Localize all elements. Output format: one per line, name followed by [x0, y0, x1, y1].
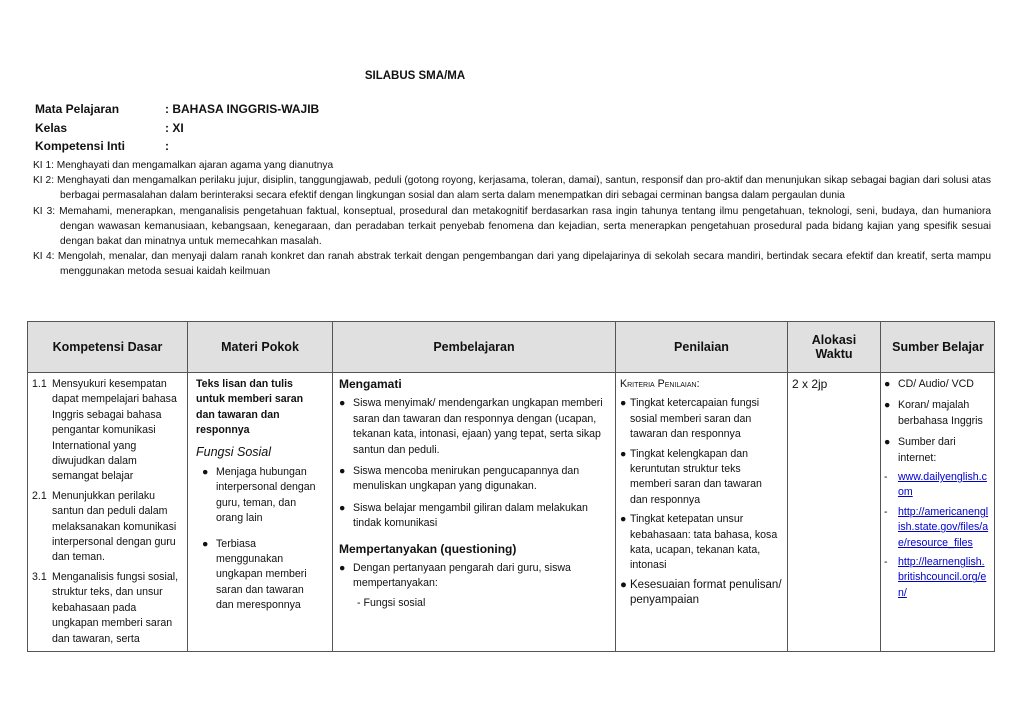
penilaian-cell: [620, 377, 782, 609]
header-penilaian: Penilaian: [674, 340, 729, 354]
materi-item: ● Menjaga hubungan interpersonal dengan guru, teman, dan orang lain: [202, 466, 316, 525]
pembelajaran-item: ● Dengan pertanyaan pengarah dari guru, siswa mempertanyakan:: [339, 562, 571, 590]
materi-item: ● Terbiasa menggunakan ungkapan memberi saran dan tawaran dan meresponnya: [202, 537, 307, 612]
document-title: SILABUS SMA/MA: [364, 70, 466, 82]
materi-cell: [196, 377, 324, 614]
sumber-item: ● CD/ Audio/ VCD: [884, 378, 974, 390]
kd-item: 3.1 Menganalisis fungsi sosial, struktur teks, dan unsur kebahasaan pada ungkapan memberi saran dan tawaran, serta: [32, 570, 179, 645]
penilaian-item: ● Tingkat ketercapaian fungsi sosial memberi saran dan tawaran dan responnya: [620, 397, 760, 441]
mengamati-heading: Mengamati: [339, 377, 402, 391]
header-materi-pokok: Materi Pokok: [221, 340, 299, 354]
sub-item: - Fungsi sosial: [357, 596, 426, 609]
sumber-item: ● Sumber dari internet:: [884, 436, 956, 464]
link-americanenglish[interactable]: http://americanenglish.state.gov/files/ae/resource_files: [898, 505, 989, 549]
fungsi-sosial-heading: Fungsi Sosial: [196, 444, 272, 459]
pembelajaran-item: ● Siswa menyimak/ mendengarkan ungkapan memberi saran dan tawaran dan responnya dengan (ucapan, tekanan kata, intonasi, ejaan) yang tepat, serta sikap santun dan peduli.: [339, 397, 603, 456]
kelas-label: Kelas: [35, 121, 68, 135]
header-alokasi-waktu: Alokasi Waktu: [811, 333, 857, 361]
header-sumber-belajar: Sumber Belajar: [892, 340, 984, 354]
pembelajaran-item: ● Siswa mencoba menirukan pengucapannya dan menuliskan ungkapan yang digunakan.: [339, 465, 580, 493]
ki-4: KI 4: Mengolah, menalar, dan menyaji dalam ranah konkret dan ranah abstrak terkait dengan pengembangan dari yang dipelajarinya di sekolah secara mandiri, bertindak secara efektif dan kreatif, serta mampu menggunakan metoda sesuai kaidah keilmuan: [33, 251, 991, 278]
ki-3: KI 3: Memahami, menerapkan, menganalisis pengetahuan faktual, konseptual, prosedural dan metakognitif berdasarkan rasa ingin tahunya tentang ilmu pengetahuan, teknologi, seni, budaya, dan humaniora dengan wawasan kemanusiaan, kebangsaan, kenegaraan, dan peradaban terkait penyebab fenomena dan kejadian, serta menerapkan pengetahuan prosedural pada bidang kajian yang spesifik sesuai dengan bakat dan minatnya untuk memecahkan masalah.: [33, 205, 991, 248]
kd-item: 2.1 Menunjukkan perilaku santun dan peduli dalam melaksanakan komunikasi interpersonal dengan guru dan teman.: [32, 489, 177, 564]
kompetensi-inti-list: [33, 158, 991, 280]
ki-label: Kompetensi Inti: [35, 139, 126, 153]
mapel-value: : BAHASA INGGRIS-WAJIB: [165, 102, 320, 116]
kd-item: 1.1 Mensyukuri kesempatan dapat mempelajari bahasa Inggris sebagai bahasa pengantar komunikasi International yang diwujudkan dalam semangat belajar: [32, 378, 177, 483]
kd-cell: [32, 377, 182, 651]
penilaian-item: ● Tingkat ketepatan unsur kebahasaan: tata bahasa, kosa kata, ucapan, tekanan kata, intonasi: [620, 513, 778, 572]
kriteria-heading: Kriteria Penilaian:: [620, 378, 700, 390]
silabus-table: [27, 321, 995, 652]
ki-2: KI 2: Menghayati dan mengamalkan perilaku jujur, disiplin, tanggungjawab, peduli (gotong royong, kerjasama, toleran, damai), santun, responsif dan pro-aktif dan menunjukan sikap sebagai bagian dari solusi atas berbagai permasalahan dalam berinteraksi secara efektif dengan lingkungan sosial dan alam serta dalam menempatkan diri sebagai cerminan bangsa dalam pergaulan dunia: [33, 175, 991, 202]
sumber-cell: [884, 377, 990, 601]
sumber-link-item: - www.dailyenglish.com: [884, 470, 990, 501]
link-learnenglish[interactable]: http://learnenglish.britishcouncil.org/en/: [898, 556, 987, 599]
materi-title: Teks lisan dan tulis untuk memberi saran dan tawaran dan responnya: [196, 378, 304, 437]
header-pembelajaran: Pembelajaran: [433, 340, 515, 354]
menanya-heading: Mempertanyakan (questioning): [339, 541, 517, 556]
alokasi-value: 2 x 2jp: [792, 377, 828, 391]
pembelajaran-cell: [339, 377, 607, 611]
header-kompetensi-dasar: Kompetensi Dasar: [52, 340, 163, 354]
sumber-item: ● Koran/ majalah berbahasa Inggris: [884, 399, 983, 427]
pembelajaran-item: ● Siswa belajar mengambil giliran dalam melakukan tindak komunikasi: [339, 501, 588, 530]
ki-value: :: [165, 139, 169, 153]
link-dailyenglish[interactable]: www.dailyenglish.com: [898, 471, 987, 499]
kelas-value: : XI: [165, 121, 184, 135]
ki-1: KI 1: Menghayati dan mengamalkan ajaran agama yang dianutnya: [33, 160, 334, 171]
sumber-link-item: - http://americanenglish.state.gov/files/ae/resource_files: [884, 505, 990, 551]
mapel-label: Mata Pelajaran: [35, 102, 120, 116]
penilaian-item: ● Kesesuaian format penulisan/ penyampaian: [620, 578, 782, 607]
penilaian-item: ● Tingkat kelengkapan dan keruntutan struktur teks memberi saran dan tawaran dan responnya: [620, 447, 762, 506]
sumber-link-item: - http://learnenglish.britishcouncil.org/en/: [884, 555, 990, 601]
